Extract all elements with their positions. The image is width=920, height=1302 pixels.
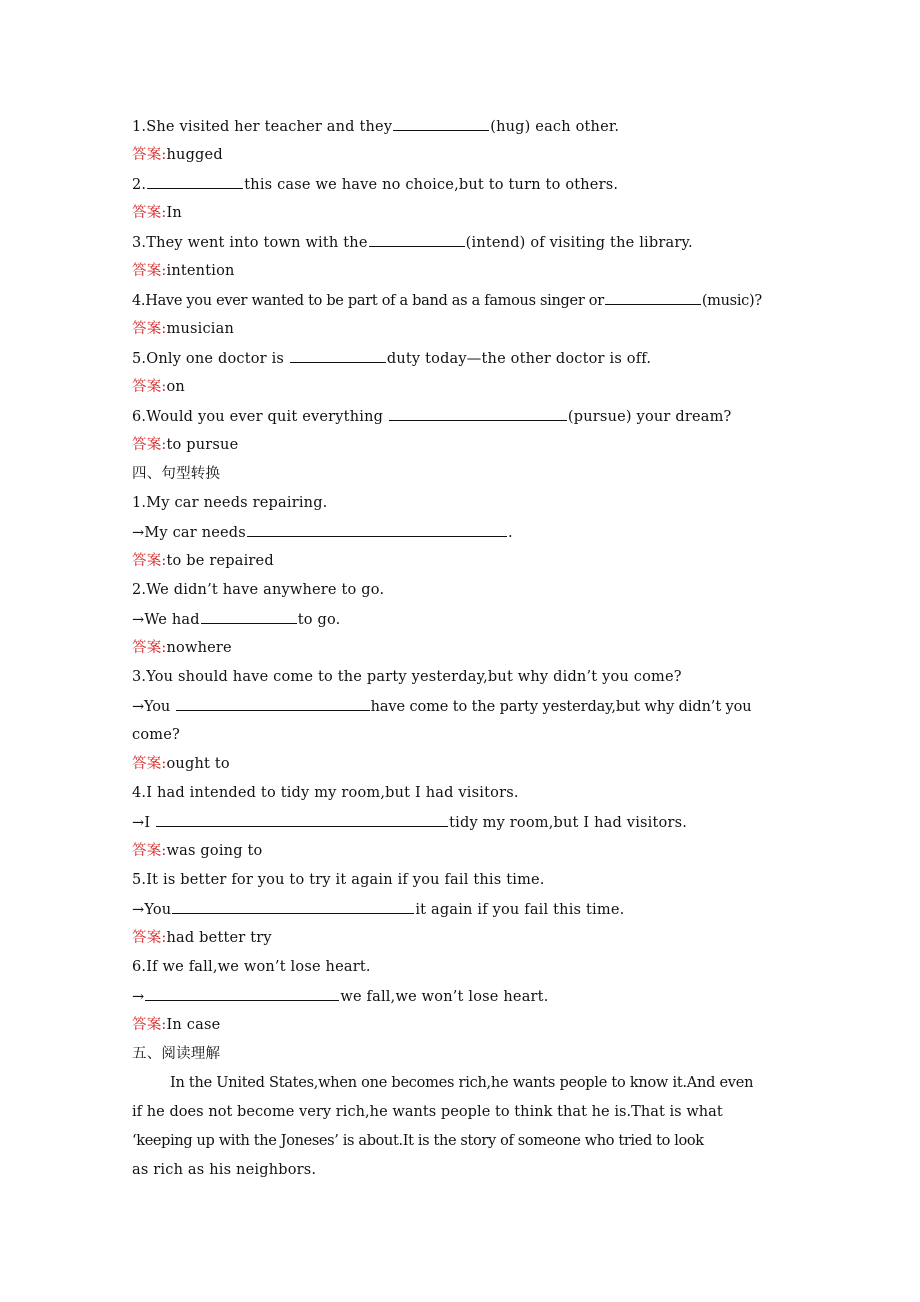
section-title-5: 五、阅读理解: [132, 1046, 221, 1062]
question-1: 1.She visited her teacher and they (hug) each other.: [132, 116, 619, 137]
transform-question-1: 1.My car needs repairing.: [132, 495, 328, 511]
answer-label: 答案:: [132, 843, 167, 859]
answer-blank: [201, 609, 297, 624]
transform-question-5: 5.It is better for you to try it again if you fail this time.: [132, 872, 545, 888]
answer-4: 答案:musician: [132, 321, 235, 337]
transform-rewrite-5: →You it again if you fail this time.: [132, 899, 624, 920]
question-4: 4.Have you ever wanted to be part of a band as a famous singer or (music)?: [132, 290, 762, 311]
transform-rewrite-6: → we fall,we won’t lose heart.: [132, 986, 549, 1007]
answer-label: 答案:: [132, 640, 167, 656]
answer-label: 答案:: [132, 379, 167, 395]
transform-rewrite-3: →You have come to the party yesterday,but why didn’t you: [132, 696, 752, 717]
answer-blank: [393, 116, 489, 131]
question-2: 2. this case we have no choice,but to turn to others.: [132, 174, 618, 195]
transform-rewrite-3-cont: come?: [132, 727, 180, 743]
answer-blank: [389, 406, 567, 421]
answer-2: 答案:In: [132, 205, 182, 221]
answer-label: 答案:: [132, 437, 167, 453]
transform-answer-1: 答案:to be repaired: [132, 553, 274, 569]
answer-label: 答案:: [132, 147, 167, 163]
question-6: 6.Would you ever quit everything (pursue) your dream?: [132, 406, 732, 427]
answer-blank: [605, 290, 701, 305]
answer-1: 答案:hugged: [132, 147, 223, 163]
section-title-4: 四、句型转换: [132, 466, 221, 482]
passage-line: if he does not become very rich,he wants people to think that he is.That is what: [132, 1104, 723, 1120]
answer-blank: [369, 232, 465, 247]
answer-5: 答案:on: [132, 379, 185, 395]
transform-rewrite-1: →My car needs .: [132, 522, 513, 543]
transform-answer-3: 答案:ought to: [132, 756, 230, 772]
passage-line: ‘keeping up with the Joneses’ is about.It is the story of someone who tried to look: [132, 1133, 704, 1149]
transform-question-6: 6.If we fall,we won’t lose heart.: [132, 959, 371, 975]
answer-label: 答案:: [132, 263, 167, 279]
answer-label: 答案:: [132, 756, 167, 772]
answer-blank: [176, 696, 370, 711]
question-5: 5.Only one doctor is duty today—the other doctor is off.: [132, 348, 651, 369]
passage-line: as rich as his neighbors.: [132, 1162, 317, 1178]
question-3: 3.They went into town with the (intend) of visiting the library.: [132, 232, 693, 253]
transform-rewrite-2: →We had to go.: [132, 609, 340, 630]
answer-blank: [156, 812, 448, 827]
answer-label: 答案:: [132, 553, 167, 569]
transform-question-4: 4.I had intended to tidy my room,but I had visitors.: [132, 785, 519, 801]
answer-blank: [145, 986, 339, 1001]
answer-label: 答案:: [132, 321, 167, 337]
transform-answer-5: 答案:had better try: [132, 930, 272, 946]
transform-question-3: 3.You should have come to the party yesterday,but why didn’t you come?: [132, 669, 682, 685]
transform-answer-4: 答案:was going to: [132, 843, 263, 859]
transform-answer-2: 答案:nowhere: [132, 640, 232, 656]
answer-blank: [247, 522, 507, 537]
transform-rewrite-4: →I tidy my room,but I had visitors.: [132, 812, 687, 833]
answer-label: 答案:: [132, 205, 167, 221]
passage-line: In the United States,when one becomes rich,he wants people to know it.And even: [170, 1075, 754, 1091]
answer-blank: [147, 174, 243, 189]
transform-question-2: 2.We didn’t have anywhere to go.: [132, 582, 385, 598]
answer-6: 答案:to pursue: [132, 437, 239, 453]
answer-label: 答案:: [132, 930, 167, 946]
answer-label: 答案:: [132, 1017, 167, 1033]
answer-blank: [290, 348, 386, 363]
transform-answer-6: 答案:In case: [132, 1017, 221, 1033]
answer-blank: [172, 899, 414, 914]
answer-3: 答案:intention: [132, 263, 235, 279]
